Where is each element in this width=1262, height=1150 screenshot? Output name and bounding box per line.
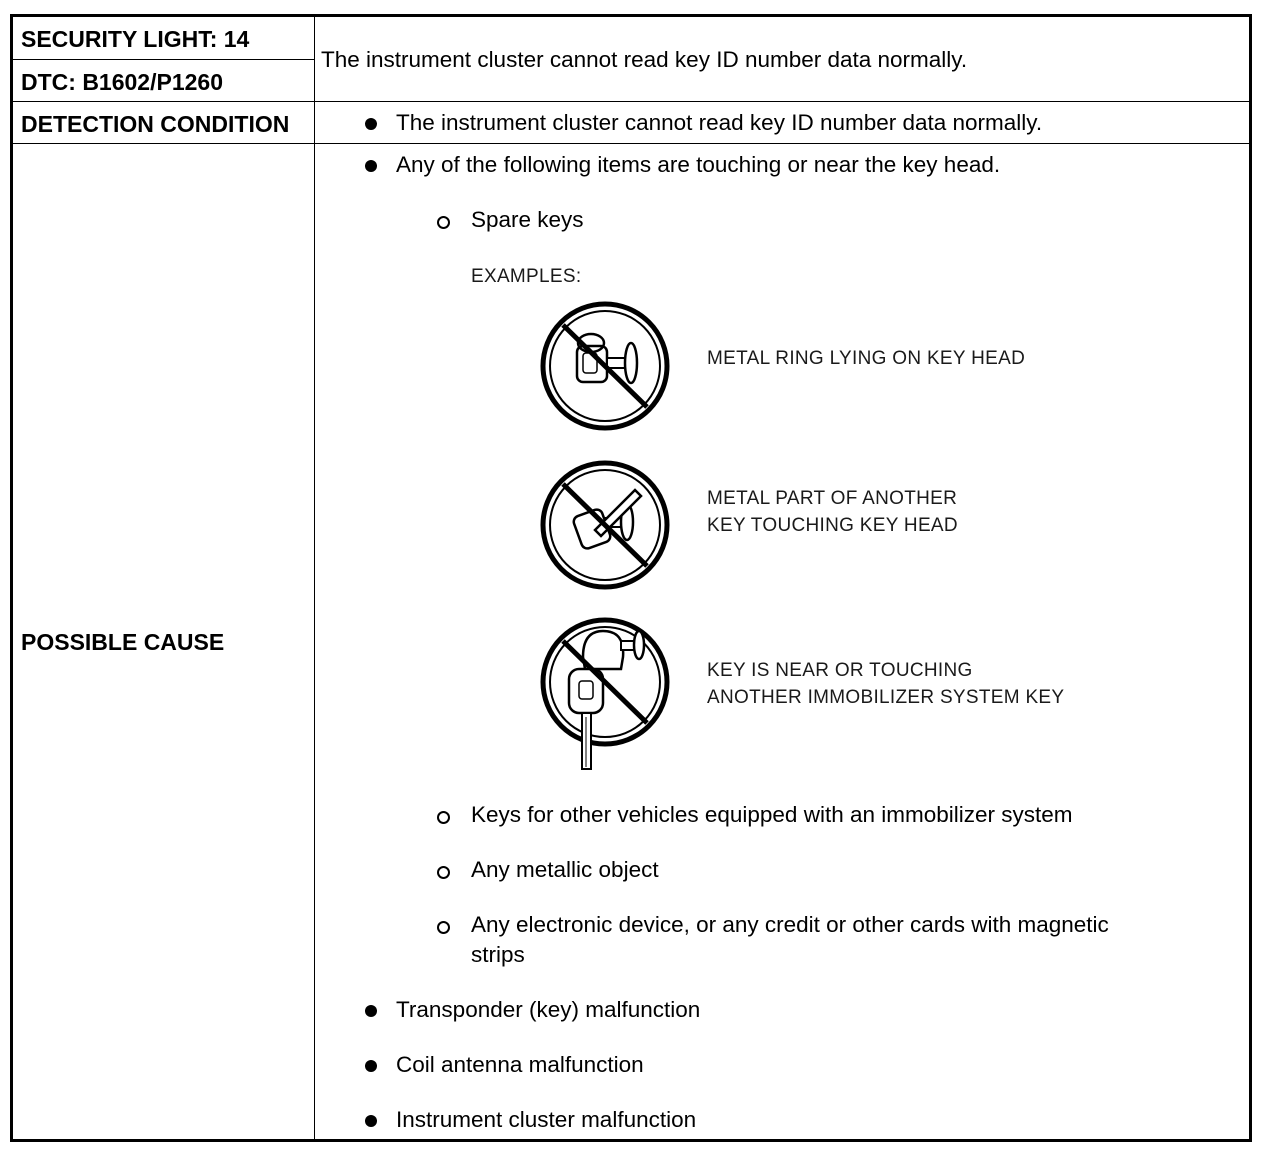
column-divider (314, 17, 315, 1139)
sub-item-metallic-object: Any metallic object (471, 857, 659, 882)
header-description: The instrument cluster cannot read key ID number data normally. (321, 47, 968, 72)
sub-bullet-icon (437, 921, 450, 934)
possible-cause-intro: Any of the following items are touching or near the key head. (396, 152, 1001, 177)
bullet-icon (365, 1005, 377, 1017)
sub-item-other-keys: Keys for other vehicles equipped with an immobilizer system (471, 802, 1073, 827)
possible-cause-label: POSSIBLE CAUSE (21, 629, 225, 655)
cause-transponder: Transponder (key) malfunction (396, 997, 701, 1022)
sub-bullet-icon (437, 866, 450, 879)
dtc-table (10, 14, 1252, 1142)
row-divider-header (13, 101, 1249, 102)
example-3-caption-line-1: KEY IS NEAR OR TOUCHING (707, 660, 973, 681)
cause-instrument-cluster: Instrument cluster malfunction (396, 1107, 697, 1132)
example-2-caption-line-2: KEY TOUCHING KEY HEAD (707, 515, 958, 536)
sub-item-electronic-device: Any electronic device, or any credit or other cards with magnetic (471, 912, 1109, 937)
bullet-icon (365, 118, 377, 130)
bullet-icon (365, 1060, 377, 1072)
detection-condition-label: DETECTION CONDITION (21, 111, 290, 137)
example-2-caption-line-1: METAL PART OF ANOTHER (707, 488, 958, 509)
dtc-code-label: DTC: B1602/P1260 (21, 69, 223, 95)
bullet-icon (365, 1115, 377, 1127)
sub-item-spare-keys: Spare keys (471, 207, 584, 232)
row-divider-detection (13, 143, 1249, 144)
security-light-label: SECURITY LIGHT: 14 (21, 26, 250, 52)
sub-item-electronic-device-continued: strips (471, 942, 525, 967)
detection-condition-text: The instrument cluster cannot read key ID number data normally. (396, 110, 1043, 135)
bullet-icon (365, 160, 377, 172)
row-divider-light-dtc (13, 59, 314, 60)
sub-bullet-icon (437, 811, 450, 824)
examples-heading: EXAMPLES: (471, 266, 582, 287)
no-metal-ring-icon (535, 301, 675, 431)
no-metal-part-icon (535, 460, 675, 590)
cause-coil-antenna: Coil antenna malfunction (396, 1052, 644, 1077)
example-3-caption-line-2: ANOTHER IMMOBILIZER SYSTEM KEY (707, 687, 1065, 708)
example-1-caption-line-1: METAL RING LYING ON KEY HEAD (707, 348, 1026, 369)
no-other-key-icon (535, 617, 675, 777)
sub-bullet-icon (437, 216, 450, 229)
